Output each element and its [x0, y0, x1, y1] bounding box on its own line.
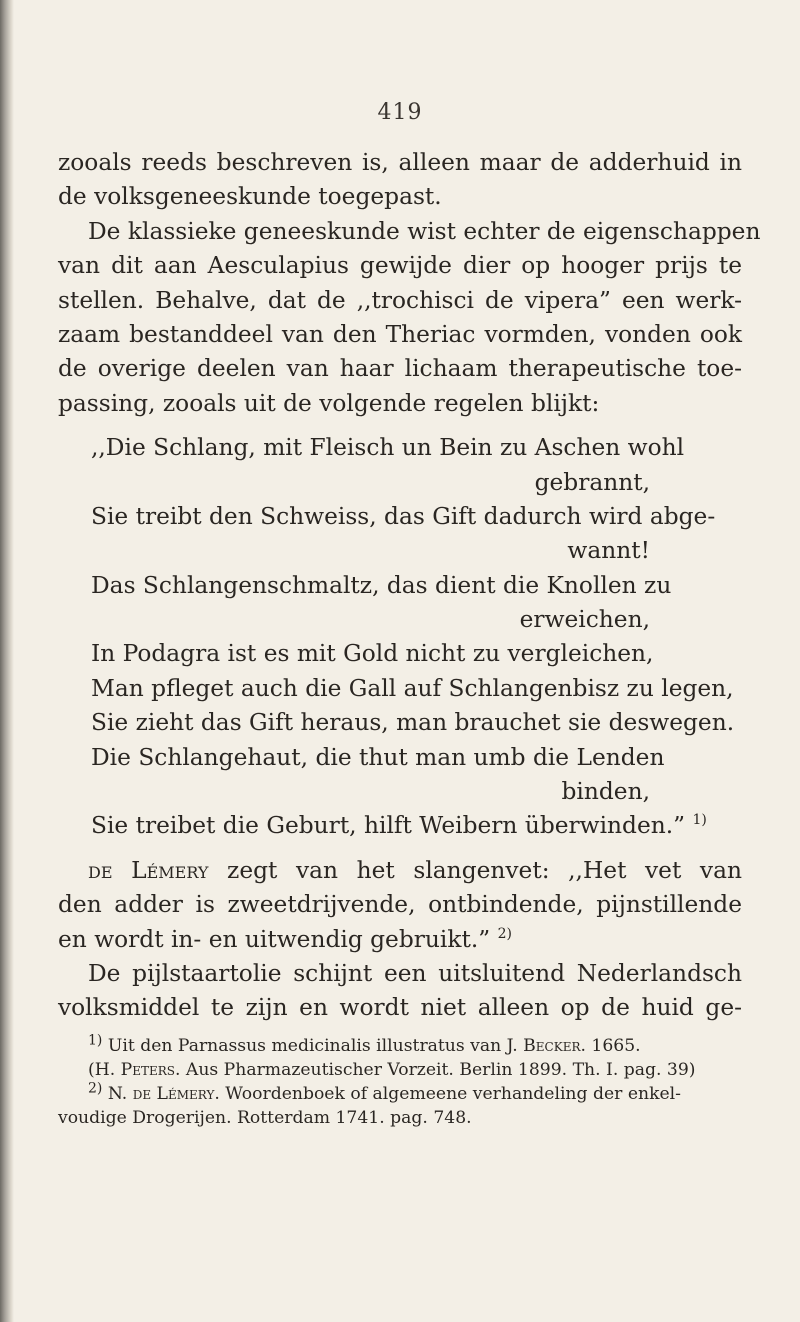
- body-text: [58, 146, 761, 1026]
- footnote-year: 1665.: [591, 1036, 641, 1056]
- footnote-author: N. de Lémery.: [107, 1084, 220, 1104]
- footnote-reference: 2): [497, 925, 512, 942]
- text-line: [58, 854, 742, 888]
- footnote-reference: 1): [692, 812, 707, 829]
- text-line: zaam bestanddeel van den Theriac vormden, vonden ook: [58, 320, 742, 348]
- text-line: de volksgeneeskunde toegepast.: [58, 183, 442, 211]
- footnotes: [58, 1034, 742, 1130]
- verse-line: In Podagra ist es mit Gold nicht zu vergleichen,: [91, 640, 654, 668]
- page-binding-edge: [0, 0, 14, 1322]
- footnote-text: Woordenboek of algemeene verhandeling der enkel-: [225, 1084, 681, 1104]
- footnote-mark: 1): [88, 1032, 103, 1049]
- text-span: zegt van het slangenvet: ,,Het vet van: [227, 856, 742, 884]
- footnote-line: [58, 1034, 742, 1058]
- text-line: den adder is zweetdrijvende, ontbindende, pijnstillende: [58, 891, 742, 919]
- verse-text: Sie treibet die Geburt, hilft Weibern überwinden.”: [91, 812, 686, 840]
- verse-line: Man pfleget auch die Gall auf Schlangenbisz zu legen,: [91, 674, 734, 702]
- verse-line: ,,Die Schlang, mit Fleisch un Bein zu Aschen wohl: [91, 434, 685, 462]
- verse-line: [58, 809, 742, 843]
- author-name: de Lémery: [88, 856, 209, 884]
- text-line: stellen. Behalve, dat de ,,trochisci de vipera” een werk-: [58, 286, 742, 314]
- text-line: volksmiddel te zijn en wordt niet alleen op de huid ge-: [58, 994, 742, 1022]
- footnote-line: [58, 1058, 742, 1082]
- verse-line: Sie zieht das Gift heraus, man brauchet sie deswegen.: [91, 709, 735, 737]
- page-number: 419: [377, 100, 423, 125]
- verse-continuation: binden,: [561, 778, 650, 806]
- text-line: de overige deelen van haar lichaam therapeutische toe-: [58, 355, 742, 383]
- verse-line: Sie treibt den Schweiss, das Gift dadurch wird abge-: [91, 502, 716, 530]
- text-line: [58, 923, 742, 957]
- verse-continuation: erweichen,: [519, 606, 650, 634]
- footnote-line: [58, 1082, 742, 1106]
- footnote-text: (H.: [88, 1060, 116, 1080]
- text-span: en wordt in- en uitwendig gebruikt.”: [58, 925, 491, 953]
- verse-continuation: gebrannt,: [534, 468, 650, 496]
- text-line: passing, zooals uit de volgende regelen blijkt:: [58, 389, 600, 417]
- footnote-author: Becker.: [523, 1036, 586, 1056]
- text-line: De klassieke geneeskunde wist echter de eigenschappen: [88, 217, 761, 245]
- footnote-line: voudige Drogerijen. Rotterdam 1741. pag. 748.: [58, 1108, 472, 1128]
- footnote-author: Peters.: [120, 1060, 181, 1080]
- footnote-text: Uit den Parnassus medicinalis illustratus van J.: [107, 1036, 518, 1056]
- verse-line: Das Schlangenschmaltz, das dient die Knollen zu: [91, 571, 672, 599]
- footnote-mark: 2): [88, 1080, 103, 1097]
- text-line: De pijlstaartolie schijnt een uitsluitend Nederlandsch: [88, 959, 742, 987]
- text-line: van dit aan Aesculapius gewijde dier op hooger prijs te: [58, 252, 742, 280]
- text-line: zooals reeds beschreven is, alleen maar de adderhuid in: [58, 149, 742, 176]
- verse-line: Die Schlangehaut, die thut man umb die Lenden: [91, 743, 665, 771]
- verse-continuation: wannt!: [567, 537, 650, 565]
- footnote-text: Aus Pharmazeutischer Vorzeit. Berlin 1899. Th. I. pag. 39): [185, 1060, 696, 1080]
